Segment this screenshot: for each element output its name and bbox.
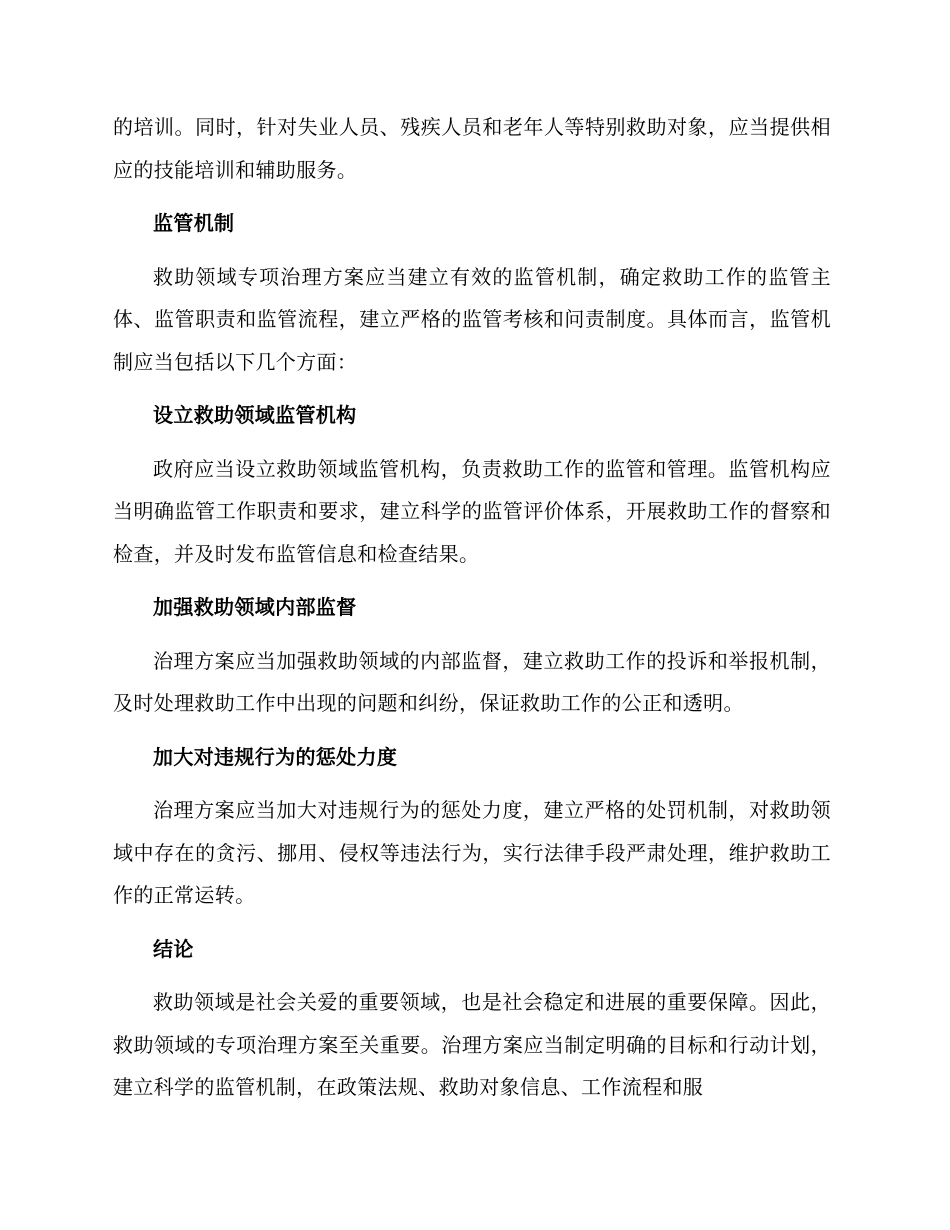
paragraph-establish-supervision-agency: 政府应当设立救助领域监管机构，负责救助工作的监管和管理。监管机构应当明确监管工作职责和要求，建立科学的监管评价体系，开展救助工作的督察和检查，并及时发布监管信息和检查结果。 (113, 456, 831, 566)
heading-violation-punishment: 加大对违规行为的惩处力度 (153, 744, 398, 769)
paragraph-internal-supervision: 治理方案应当加强救助领域的内部监督，建立救助工作的投诉和举报机制，及时处理救助工作中出现的问题和纠纷，保证救助工作的公正和透明。 (113, 648, 831, 715)
paragraph-supervision-mechanism: 救助领域专项治理方案应当建立有效的监管机制，确定救助工作的监管主体、监管职责和监管流程，建立严格的监管考核和问责制度。具体而言，监管机制应当包括以下几个方面： (113, 264, 831, 374)
heading-supervision-mechanism: 监管机制 (153, 211, 235, 235)
paragraph-violation-punishment: 治理方案应当加大对违规行为的惩处力度，建立严格的处罚机制，对救助领域中存在的贪污、挪用、侵权等违法行为，实行法律手段严肃处理，维护救助工作的正常运转。 (113, 798, 831, 907)
paragraph-training-continuation: 的培训。同时，针对失业人员、残疾人员和老年人等特别救助对象，应当提供相应的技能培训和辅助服务。 (113, 115, 831, 182)
document-page (113, 106, 831, 1120)
paragraph-conclusion: 救助领域是社会关爱的重要领域，也是社会稳定和进展的重要保障。因此，救助领域的专项治理方案至关重要。治理方案应当制定明确的目标和行动计划，建立科学的监管机制，在政策法规、救助对象信息、工作流程和服 (113, 990, 831, 1099)
heading-internal-supervision: 加强救助领域内部监督 (153, 595, 357, 619)
heading-conclusion: 结论 (153, 936, 194, 961)
heading-establish-supervision-agency: 设立救助领域监管机构 (153, 403, 357, 427)
